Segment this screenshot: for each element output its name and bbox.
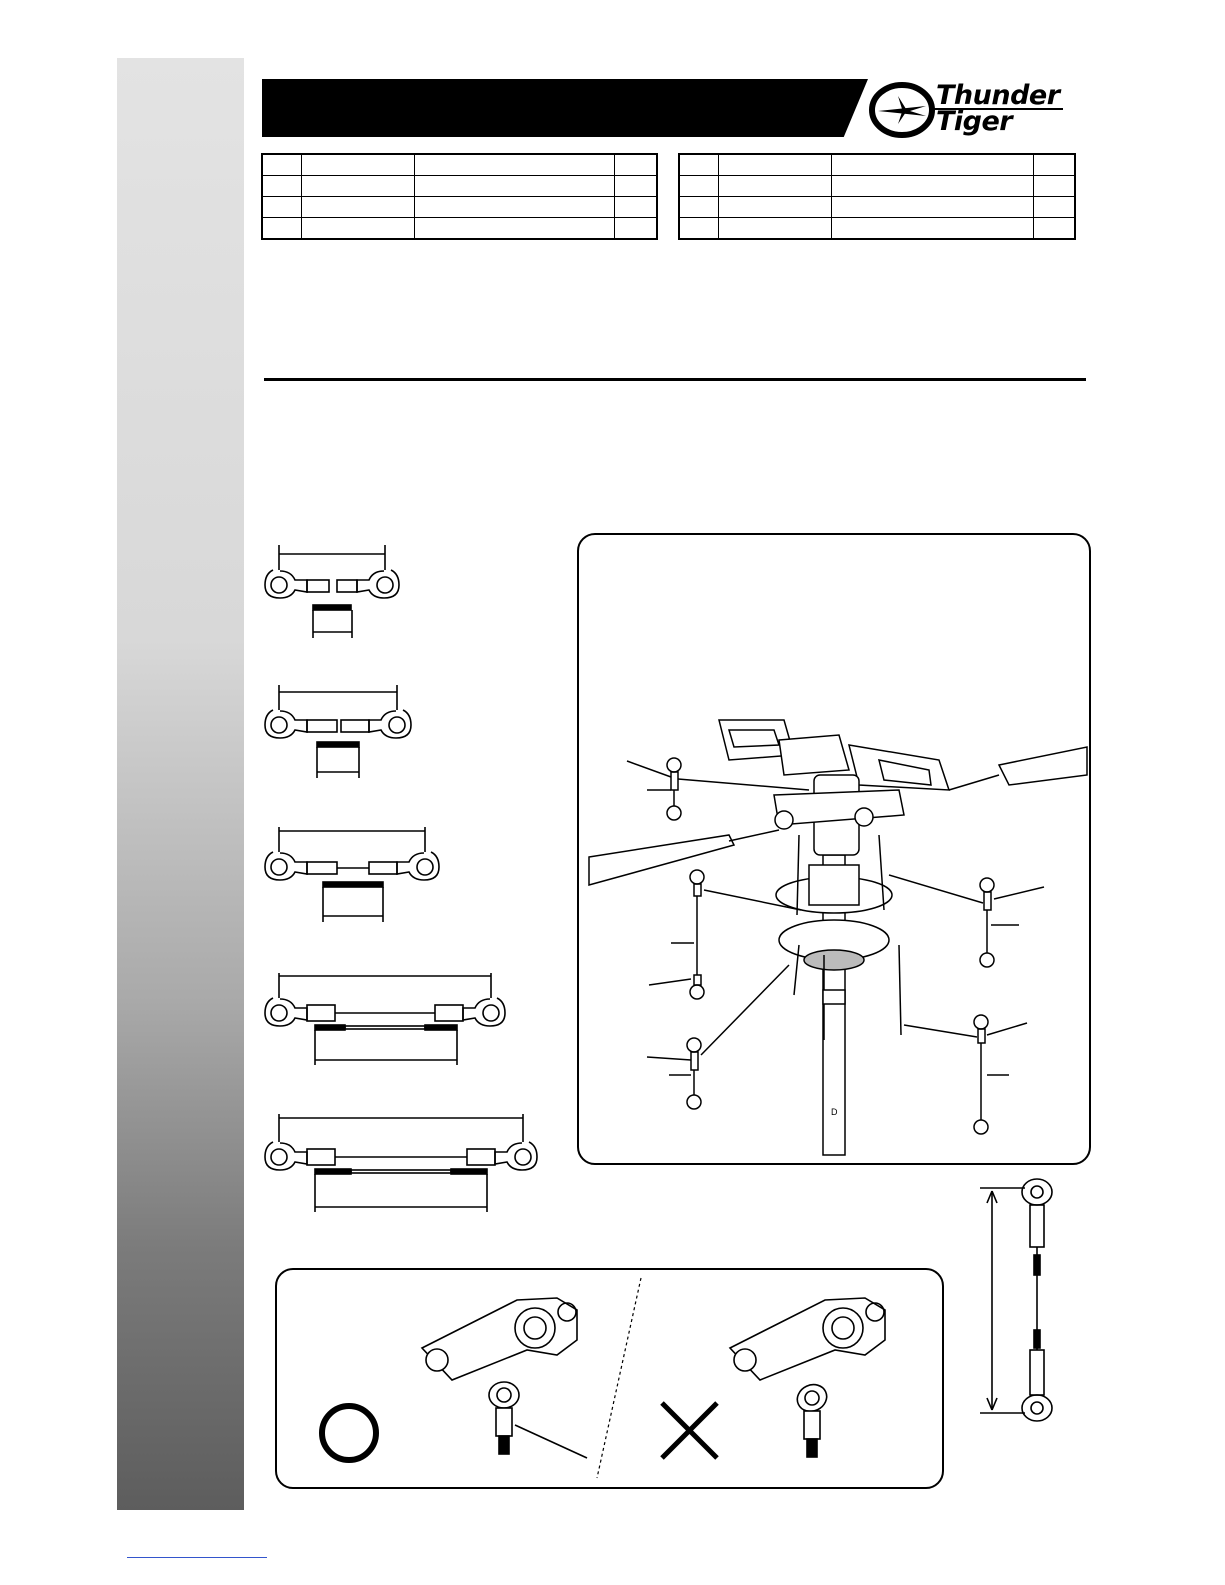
parts-table-left <box>261 153 658 240</box>
link-mid-left <box>690 870 704 999</box>
side-tab-strip <box>117 58 244 1510</box>
section-title-bar <box>262 79 868 137</box>
table-row <box>262 176 657 197</box>
brand-logo <box>868 80 1078 140</box>
rotor-head-panel <box>577 533 1091 1165</box>
rotor-head-illustration <box>579 535 1089 1163</box>
table-row <box>679 176 1075 197</box>
table-row <box>679 154 1075 176</box>
servo-arm-incorrect <box>730 1298 885 1457</box>
servo-arm-correct <box>422 1298 587 1458</box>
divider-dashed-line <box>597 1278 641 1478</box>
rod-diagram-1 <box>265 545 399 638</box>
table-row <box>679 197 1075 218</box>
logo-word-thunder: Thunder <box>936 80 1060 111</box>
link-length-diagram <box>975 1175 1070 1425</box>
section-divider <box>264 378 1086 381</box>
correct-incorrect-panel <box>275 1268 944 1489</box>
figure-note: D <box>831 1107 838 1117</box>
rod-diagram-3 <box>265 827 439 922</box>
rod-diagram-2 <box>265 685 411 778</box>
rod-diagram-4 <box>265 973 505 1065</box>
table-row <box>262 218 657 240</box>
link-lower-left <box>687 1038 701 1109</box>
linkage-rod-diagrams <box>255 540 555 1220</box>
table-row <box>262 154 657 176</box>
link-upper-left <box>667 758 681 820</box>
logo-word-tiger: Tiger <box>936 106 1013 137</box>
link-lower-right <box>974 1015 988 1134</box>
cross-ng-icon <box>662 1403 717 1458</box>
parts-table-right <box>678 153 1076 240</box>
table-row <box>679 218 1075 240</box>
circle-ok-icon <box>322 1406 376 1460</box>
footer-link-underline <box>127 1557 267 1558</box>
table-row <box>262 197 657 218</box>
link-upper-right <box>980 878 994 967</box>
rod-diagram-5 <box>265 1114 537 1212</box>
comparison-illustration <box>277 1270 942 1487</box>
